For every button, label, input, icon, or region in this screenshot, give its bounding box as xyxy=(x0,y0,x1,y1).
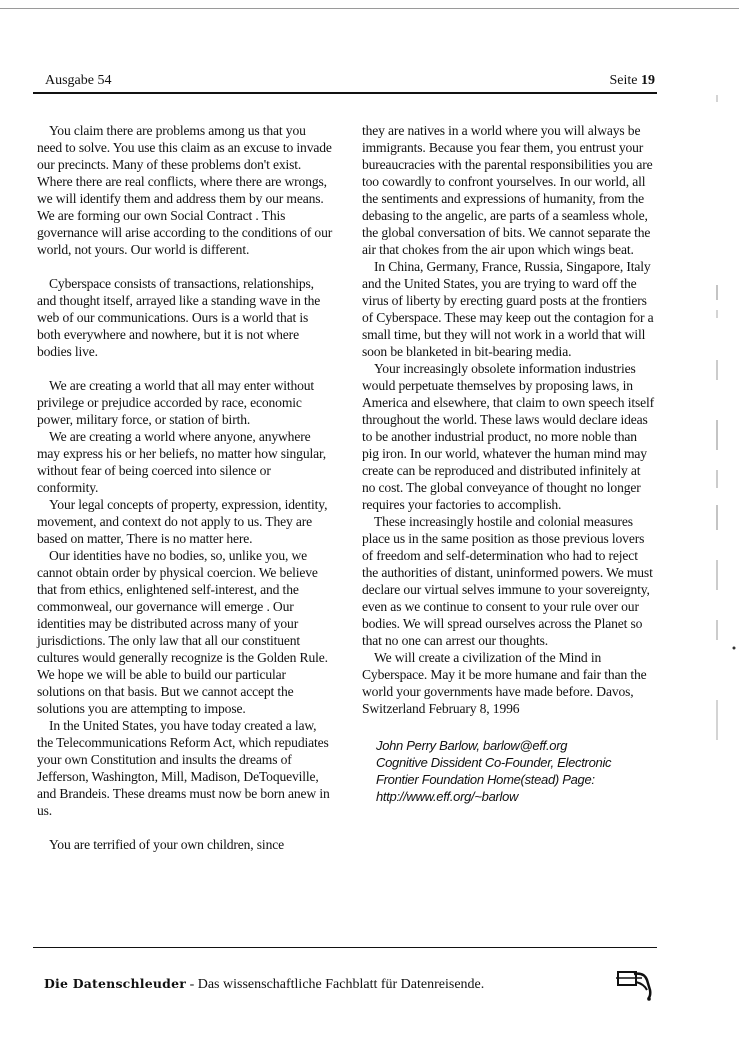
paragraph: Our identities have no bodies, so, unlike you, we cannot obtain order by physical coercion. We believe that from ethics, enlightened self-interest, and the commonweal, our governance will emerge . Our identities may be distributed across many of your jurisdictions. The only law that all our constituent cultures would generally recognize is the Golden Rule. We hope we will be able to build our particular solutions on that basis. But we cannot accept the solutions you are attempting to impose. xyxy=(37,548,328,716)
page-number: 19 xyxy=(641,73,655,88)
paragraph: You claim there are problems among us that you need to solve. You use this claim as an excuse to invade our precincts. Many of these problems don't exist. Where there are real conflicts, where there are wrongs, we will identify them and address them by our means. We are forming our own Social Contract . This governance will arise according to the conditions of our world, not yours. Our world is different. xyxy=(37,123,333,257)
page-footer xyxy=(44,975,484,994)
paragraph: In the United States, you have today created a law, the Telecommunications Reform Act, which repudiates your own Constitution and insults the dreams of Jefferson, Washington, Mill, Madison, DeToqueville, and Brandeis. These dreams must now be born anew in us. xyxy=(37,718,330,818)
right-text-column xyxy=(362,122,656,805)
paragraph: We are creating a world that all may enter without privilege or prejudice accorded by race, economic power, military force, or station of birth. xyxy=(37,378,315,427)
author-signature xyxy=(362,737,656,805)
left-text-column xyxy=(37,122,333,853)
paragraph: Your legal concepts of property, expression, identity, movement, and context do not apply to us. They are based on matter, There is no matter here. xyxy=(37,497,328,546)
page-label: Seite xyxy=(609,73,638,88)
page-indicator xyxy=(610,72,656,90)
signature-line: Cognitive Dissident Co-Founder, Electronic xyxy=(376,755,612,770)
paragraph: We are creating a world where anyone, anywhere may express his or her beliefs, no matter how singular, without fear of being coerced into silence or conformity. xyxy=(37,429,327,495)
paragraph: These increasingly hostile and colonial measures place us in the same position as those previous lovers of freedom and self-determination who had to reject the authorities of distant, uninformed powers. We must declare our virtual selves immune to your sovereignty, even as we continue to consent to your rule over our bodies. We will spread ourselves across the Planet so that no one can arrest our thoughts. xyxy=(362,514,653,648)
footer-tagline: Das wissenschaftliche Fachblatt für Datenreisende. xyxy=(197,977,485,992)
page-header xyxy=(33,72,657,94)
top-scan-rule xyxy=(0,8,739,9)
chaos-computer-club-logo-icon xyxy=(614,968,658,1002)
footer-separator: - xyxy=(186,977,198,992)
paragraph: Cyberspace consists of transactions, relationships, and thought itself, arrayed like a standing wave in the web of our communications. Ours is a world that is both everywhere and nowhere, but it is not where bodies live. xyxy=(37,276,321,359)
magazine-brand: Die Datenschleuder xyxy=(44,976,187,991)
paragraph: We will create a civilization of the Mind in Cyberspace. May it be more humane and fair than the world your governments have made before. Davos, Switzerland February 8, 1996 xyxy=(362,650,647,716)
paragraph: In China, Germany, France, Russia, Singapore, Italy and the United States, you are trying to ward off the virus of liberty by erecting guard posts at the frontiers of Cyberspace. These may keep out the contagion for a small time, but they will not work in a world that will soon be blanketed in bit-bearing media. xyxy=(362,259,654,359)
paragraph: Your increasingly obsolete information industries would perpetuate themselves by proposing laws, in America and elsewhere, that claim to own speech itself throughout the world. These laws would declare ideas to be another industrial product, no more noble than pig iron. In our world, whatever the human mind may create can be reproduced and distributed infinitely at no cost. The global conveyance of thought no longer requires your factories to accomplish. xyxy=(362,361,654,512)
signature-line: Frontier Foundation Home(stead) Page: xyxy=(376,772,595,787)
paragraph: You are terrified of your own children, since xyxy=(49,837,284,852)
paragraph: they are natives in a world where you will always be immigrants. Because you fear them, you entrust your bureaucracies with the parental responsibilities you are too cowardly to confront yourselves. In our world, all the sentiments and expressions of humanity, from the debasing to the angelic, are parts of a seamless whole, the global conversation of bits. We cannot separate the air that chokes from the air upon which wings beat. xyxy=(362,123,653,257)
signature-line: John Perry Barlow, barlow@eff.org xyxy=(376,738,568,753)
scan-margin-marks xyxy=(705,0,739,1055)
issue-label: Ausgabe 54 xyxy=(45,73,112,88)
signature-line: http://www.eff.org/~barlow xyxy=(376,789,519,804)
footer-rule xyxy=(33,947,657,948)
